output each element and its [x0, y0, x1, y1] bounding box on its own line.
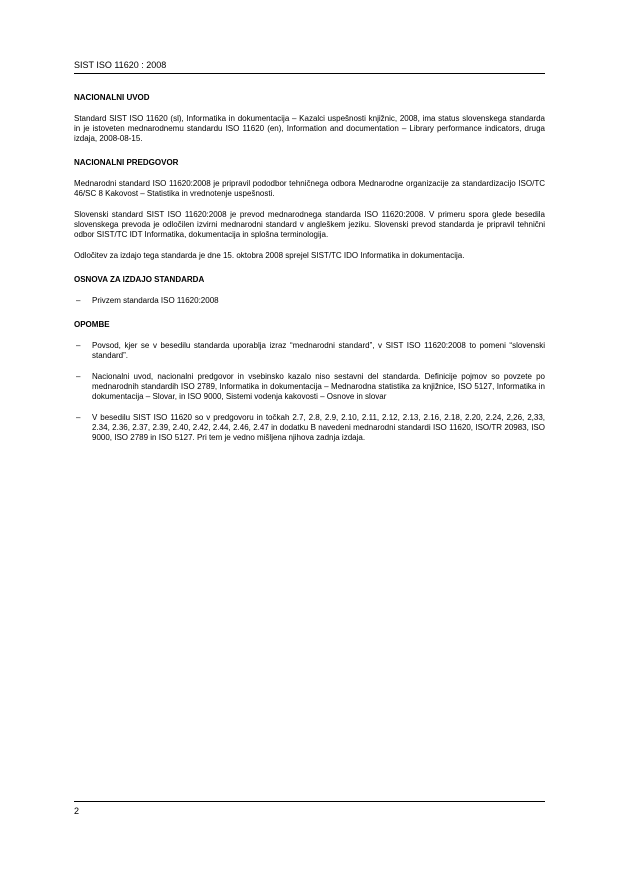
footer-divider [74, 801, 545, 802]
page-number: 2 [74, 806, 80, 816]
list-item [74, 341, 545, 361]
list-dash: – [76, 296, 81, 305]
opombe-list [74, 341, 545, 443]
list-item [74, 296, 545, 306]
list-item [74, 372, 545, 402]
section-heading: NACIONALNI PREDGOVOR [74, 158, 179, 167]
page-content [74, 93, 545, 457]
section-nacionalni-uvod [74, 93, 545, 144]
list-item-text: Nacionalni uvod, nacionalni predgovor in vsebinsko kazalo niso sestavni del standarda. Definicije pojmov so povzete po mednarodnih standardih ISO 2789, Informatika in dokumentacija – Mednarodna statistika za knjižnice, ISO 5127, Informatika in dokumentacija – Slovar, in ISO 9000, Sistemi vodenja kakovosti – Osnove in slovar [92, 372, 545, 401]
list-item-text: Privzem standarda ISO 11620:2008 [92, 296, 219, 305]
list-item-text: Povsod, kjer se v besedilu standarda uporablja izraz “mednarodni standard”, v SIST ISO 11620:2008 to pomeni “slovenski standard”. [92, 341, 545, 360]
section-heading: OSNOVA ZA IZDAJO STANDARDA [74, 275, 205, 284]
list-dash: – [76, 372, 81, 381]
section-osnova [74, 275, 545, 306]
section-heading: OPOMBE [74, 320, 110, 329]
paragraph: Odločitev za izdajo tega standarda je dne 15. oktobra 2008 sprejel SIST/TC IDO Informatika in dokumentacija. [74, 251, 465, 260]
header-divider [74, 73, 545, 74]
paragraph: Slovenski standard SIST ISO 11620:2008 je prevod mednarodnega standarda ISO 11620:2008. V primeru spora glede besedila slovenskega prevoda je odločilen izvirni mednarodni standard v angleškem jeziku. Slovenski prevod standarda je pripravil tehnični odbor SIST/TC IDT Informatika, dokumentacija in splošna terminologija. [74, 210, 545, 239]
paragraph: Standard SIST ISO 11620 (sl), Informatika in dokumentacija – Kazalci uspešnosti knjižnic, 2008, ima status slovenskega standarda in je istoveten mednarodnemu standardu ISO 11620 (en), Information and documentation – Library performance indicators, druga izdaja, 2008-08-15. [74, 114, 545, 143]
section-opombe [74, 320, 545, 443]
osnova-list [74, 296, 545, 306]
list-item [74, 413, 545, 443]
list-dash: – [76, 413, 81, 422]
list-item-text: V besedilu SIST ISO 11620 so v predgovoru in točkah 2.7, 2.8, 2.9, 2.10, 2.11, 2.12, 2.13, 2.16, 2.18, 2.20, 2.24, 2,26, 2,33, 2.34, 2.36, 2.37, 2.39, 2.40, 2.42, 2.44, 2.46, 2.47 in dodatku B navedeni mednarodni standardi ISO 11620, ISO/TR 20983, ISO 9000, ISO 2789 in ISO 5127. Pri tem je vedno mišljena njihova zadnja izdaja. [92, 413, 545, 442]
list-dash: – [76, 341, 81, 350]
section-heading: NACIONALNI UVOD [74, 93, 150, 102]
paragraph: Mednarodni standard ISO 11620:2008 je pripravil pododbor tehničnega odbora Mednarodne organizacije za standardizacijo ISO/TC 46/SC 8 Kakovost – Statistika in vrednotenje uspešnosti. [74, 179, 545, 198]
running-header: SIST ISO 11620 : 2008 [74, 60, 167, 70]
section-nacionalni-predgovor [74, 158, 545, 261]
